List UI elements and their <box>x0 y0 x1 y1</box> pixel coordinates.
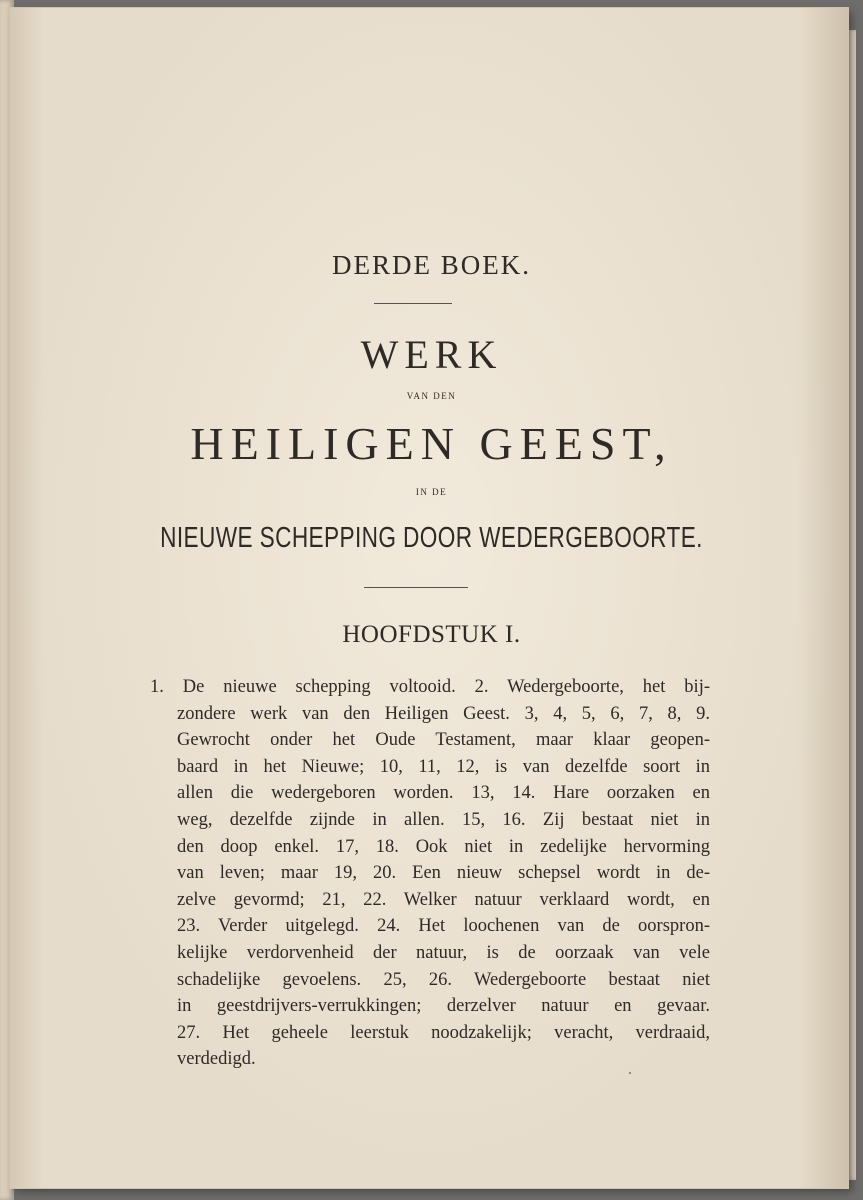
summary-line: 23. Verder uitgelegd. 24. Het loochenen van de oorspron- <box>177 916 710 937</box>
subtitle: NIEUWE SCHEPPING DOOR WEDERGEBOORTE. <box>160 522 703 554</box>
summary-line: van leven; maar 19, 20. Een nieuw schepsel wordt in de- <box>177 863 710 884</box>
connector-van-den: VAN DEN <box>406 391 457 401</box>
summary-line: schadelijke gevoelens. 25, 26. Wedergeboorte bestaat niet <box>177 969 710 990</box>
ornamental-rule-bottom <box>364 587 468 588</box>
chapter-summary <box>150 674 710 1073</box>
summary-line: allen die wedergeboren worden. 13, 14. Hare oorzaken en <box>177 783 710 804</box>
book-label: DERDE BOEK. <box>332 250 531 280</box>
connector-in-de: IN DE <box>415 487 448 497</box>
summary-line: 1. De nieuwe schepping voltooid. 2. Wedergeboorte, het bij- <box>150 677 710 697</box>
summary-line: den doop enkel. 17, 18. Ook niet in zedelijke hervorming <box>177 836 710 857</box>
summary-line: in geestdrijvers-verrukkingen; derzelver natuur en gevaar. <box>177 996 710 1017</box>
summary-line: verdedigd. <box>177 1049 256 1070</box>
summary-line: 27. Het geheele leerstuk noodzakelijk; veracht, verdraaid, <box>177 1022 710 1043</box>
summary-line: baard in het Nieuwe; 10, 11, 12, is van dezelfde soort in <box>177 756 710 777</box>
chapter-heading: HOOFDSTUK I. <box>342 621 521 648</box>
paper-speck <box>629 1072 631 1074</box>
summary-line: Gewrocht onder het Oude Testament, maar klaar geopen- <box>177 730 710 751</box>
summary-line: weg, dezelfde zijnde in allen. 15, 16. Zij bestaat niet in <box>177 809 710 830</box>
title-heiligen-geest: HEILIGEN GEEST, <box>190 418 673 469</box>
summary-line: zelve gevormd; 21, 22. Welker natuur verklaard wordt, en <box>177 889 710 910</box>
summary-line: kelijke verdorvenheid der natuur, is de oorzaak van vele <box>177 942 710 963</box>
summary-line: zondere werk van den Heiligen Geest. 3, 4, 5, 6, 7, 8, 9. <box>177 703 710 724</box>
ornamental-rule-top <box>374 303 452 304</box>
title-werk: WERK <box>360 332 503 377</box>
page-stack-edge <box>848 30 856 1180</box>
